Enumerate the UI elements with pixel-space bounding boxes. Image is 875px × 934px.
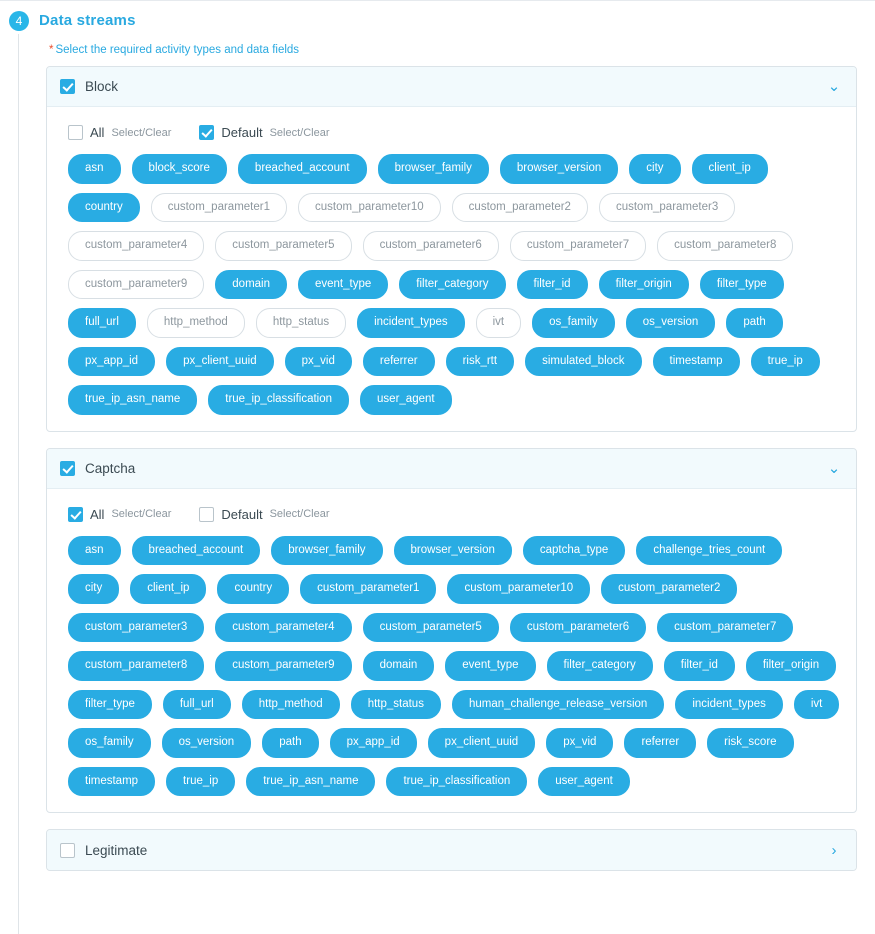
field-chip[interactable]: custom_parameter9 — [68, 270, 204, 300]
field-chip[interactable]: challenge_tries_count — [636, 536, 782, 566]
all-select-clear-block[interactable]: Select/Clear — [111, 126, 172, 139]
field-chip[interactable]: custom_parameter3 — [599, 193, 735, 223]
field-chip[interactable]: domain — [363, 651, 435, 681]
panel-captcha — [46, 448, 857, 814]
field-chip[interactable]: custom_parameter10 — [447, 574, 590, 604]
field-chip[interactable]: full_url — [163, 690, 231, 720]
field-chip[interactable]: filter_category — [399, 270, 505, 300]
section-header — [0, 0, 875, 34]
panel-body-block — [47, 107, 856, 431]
field-chip[interactable]: browser_version — [394, 536, 512, 566]
field-chip[interactable]: simulated_block — [525, 347, 641, 377]
field-chip[interactable]: referrer — [363, 347, 435, 377]
field-chip[interactable]: custom_parameter8 — [657, 231, 793, 261]
all-label-block: All — [90, 125, 105, 140]
default-select-clear-captcha[interactable]: Select/Clear — [269, 508, 330, 520]
select-group-all-block[interactable] — [68, 125, 171, 140]
panel-body-captcha — [47, 489, 856, 813]
selectors-captcha — [68, 507, 842, 522]
field-chip[interactable]: px_app_id — [68, 347, 155, 377]
field-chip[interactable]: filter_type — [700, 270, 784, 300]
field-chip[interactable]: event_type — [298, 270, 388, 300]
chip-list-captcha — [61, 536, 842, 797]
field-chip[interactable]: browser_version — [500, 154, 618, 184]
selectors-block — [68, 125, 842, 140]
field-chip[interactable]: true_ip — [751, 347, 820, 377]
field-chip[interactable]: breached_account — [132, 536, 261, 566]
panel-header-legitimate[interactable] — [47, 830, 856, 870]
field-chip[interactable]: country — [68, 193, 140, 223]
panel-header-block[interactable] — [47, 67, 856, 107]
field-chip[interactable]: http_status — [256, 308, 346, 338]
field-chip[interactable]: path — [262, 728, 318, 758]
field-chip[interactable]: country — [217, 574, 289, 604]
required-asterisk: * — [49, 44, 54, 56]
field-chip[interactable]: custom_parameter5 — [215, 231, 351, 261]
field-chip[interactable]: custom_parameter7 — [510, 231, 646, 261]
field-chip[interactable]: custom_parameter7 — [657, 613, 793, 643]
field-chip[interactable]: full_url — [68, 308, 136, 338]
field-chip[interactable]: ivt — [794, 690, 840, 720]
field-chip[interactable]: os_version — [626, 308, 716, 338]
field-chip[interactable]: custom_parameter4 — [215, 613, 351, 643]
chip-list-block — [61, 154, 842, 415]
field-chip[interactable]: http_method — [242, 690, 340, 720]
field-chip[interactable]: event_type — [445, 651, 535, 681]
field-chip[interactable]: client_ip — [692, 154, 768, 184]
panel-title-block: Block — [85, 79, 119, 94]
default-checkbox-captcha[interactable] — [199, 507, 214, 522]
select-group-default-captcha[interactable] — [199, 507, 329, 522]
field-chip[interactable]: px_vid — [285, 347, 352, 377]
step-number-badge: 4 — [9, 11, 29, 31]
field-chip[interactable]: city — [629, 154, 680, 184]
chevron-down-icon[interactable]: ⌄ — [827, 78, 841, 95]
panel-checkbox-legitimate[interactable] — [60, 843, 75, 858]
field-chip[interactable]: true_ip — [166, 767, 235, 797]
field-chip[interactable]: asn — [68, 154, 121, 184]
field-chip[interactable]: px_vid — [546, 728, 613, 758]
field-chip[interactable]: client_ip — [130, 574, 206, 604]
field-chip[interactable]: os_version — [162, 728, 252, 758]
field-chip[interactable]: http_status — [351, 690, 441, 720]
section-body — [0, 44, 875, 871]
field-chip[interactable]: path — [726, 308, 782, 338]
panel-list — [32, 66, 857, 871]
panel-legitimate — [46, 829, 857, 871]
field-chip[interactable]: asn — [68, 536, 121, 566]
panel-title-captcha: Captcha — [85, 460, 136, 476]
field-chip[interactable]: custom_parameter2 — [601, 574, 737, 604]
default-label-captcha: Default — [221, 506, 263, 522]
panel-block — [46, 66, 857, 432]
field-chip[interactable]: city — [68, 574, 119, 604]
select-group-all-captcha[interactable] — [68, 507, 171, 522]
field-chip[interactable]: custom_parameter3 — [68, 613, 204, 643]
field-chip[interactable]: custom_parameter1 — [151, 193, 287, 223]
default-checkbox-block[interactable] — [199, 125, 214, 140]
field-chip[interactable]: true_ip_classification — [208, 385, 349, 415]
field-chip[interactable]: timestamp — [653, 347, 740, 377]
field-chip[interactable]: custom_parameter2 — [452, 193, 588, 223]
field-chip[interactable]: filter_origin — [599, 270, 689, 300]
field-chip[interactable]: custom_parameter8 — [68, 651, 204, 681]
field-chip[interactable]: true_ip_asn_name — [246, 767, 375, 797]
panel-header-captcha[interactable] — [47, 449, 856, 489]
field-chip[interactable]: captcha_type — [523, 536, 625, 566]
field-chip[interactable]: risk_score — [707, 728, 793, 758]
chevron-right-icon[interactable]: › — [831, 841, 837, 859]
field-chip[interactable]: filter_category — [547, 651, 653, 681]
field-chip[interactable]: user_agent — [360, 385, 452, 415]
field-chip[interactable]: px_app_id — [330, 728, 417, 758]
field-chip[interactable]: true_ip_classification — [386, 767, 527, 797]
all-checkbox-captcha[interactable] — [68, 507, 83, 522]
all-label-captcha: All — [90, 506, 105, 522]
field-chip[interactable]: filter_origin — [746, 651, 836, 681]
default-select-clear-block[interactable]: Select/Clear — [269, 126, 330, 139]
field-chip[interactable]: px_client_uuid — [166, 347, 274, 377]
page-title: Data streams — [39, 12, 136, 29]
default-label-block: Default — [221, 125, 263, 140]
field-chip[interactable]: custom_parameter9 — [215, 651, 351, 681]
field-chip[interactable]: human_challenge_release_version — [452, 690, 664, 720]
field-chip[interactable]: risk_rtt — [446, 347, 515, 377]
field-chip[interactable]: http_method — [147, 308, 245, 338]
field-chip[interactable]: browser_family — [271, 536, 382, 566]
required-note-text: Select the required activity types and data fields — [55, 44, 300, 56]
panel-checkbox-block[interactable] — [60, 79, 75, 94]
panel-title-legitimate: Legitimate — [85, 842, 148, 858]
field-chip[interactable]: breached_account — [238, 154, 367, 184]
field-chip[interactable]: browser_family — [378, 154, 489, 184]
field-chip[interactable]: true_ip_asn_name — [68, 385, 197, 415]
field-chip[interactable]: domain — [215, 270, 287, 300]
field-chip[interactable]: filter_type — [68, 690, 152, 720]
field-chip[interactable]: custom_parameter1 — [300, 574, 436, 604]
field-chip[interactable]: incident_types — [675, 690, 783, 720]
field-chip[interactable]: filter_id — [664, 651, 735, 681]
required-note — [49, 44, 857, 56]
select-group-default-block[interactable] — [199, 125, 329, 140]
field-chip[interactable]: block_score — [132, 154, 227, 184]
field-chip[interactable]: px_client_uuid — [428, 728, 536, 758]
field-chip[interactable]: ivt — [476, 308, 522, 338]
chevron-down-icon[interactable]: ⌄ — [827, 459, 841, 477]
field-chip[interactable]: custom_parameter4 — [68, 231, 204, 261]
all-checkbox-block[interactable] — [68, 125, 83, 140]
field-chip[interactable]: custom_parameter6 — [363, 231, 499, 261]
all-select-clear-captcha[interactable]: Select/Clear — [111, 508, 172, 520]
field-chip[interactable]: user_agent — [538, 767, 630, 797]
field-chip[interactable]: referrer — [624, 728, 696, 758]
field-chip[interactable]: os_family — [68, 728, 151, 758]
field-chip[interactable]: incident_types — [357, 308, 465, 338]
field-chip[interactable]: custom_parameter10 — [298, 193, 441, 223]
field-chip[interactable]: os_family — [532, 308, 615, 338]
field-chip[interactable]: timestamp — [68, 767, 155, 797]
field-chip[interactable]: custom_parameter5 — [363, 613, 499, 643]
field-chip[interactable]: custom_parameter6 — [510, 613, 646, 643]
field-chip[interactable]: filter_id — [517, 270, 588, 300]
panel-checkbox-captcha[interactable] — [60, 461, 75, 476]
